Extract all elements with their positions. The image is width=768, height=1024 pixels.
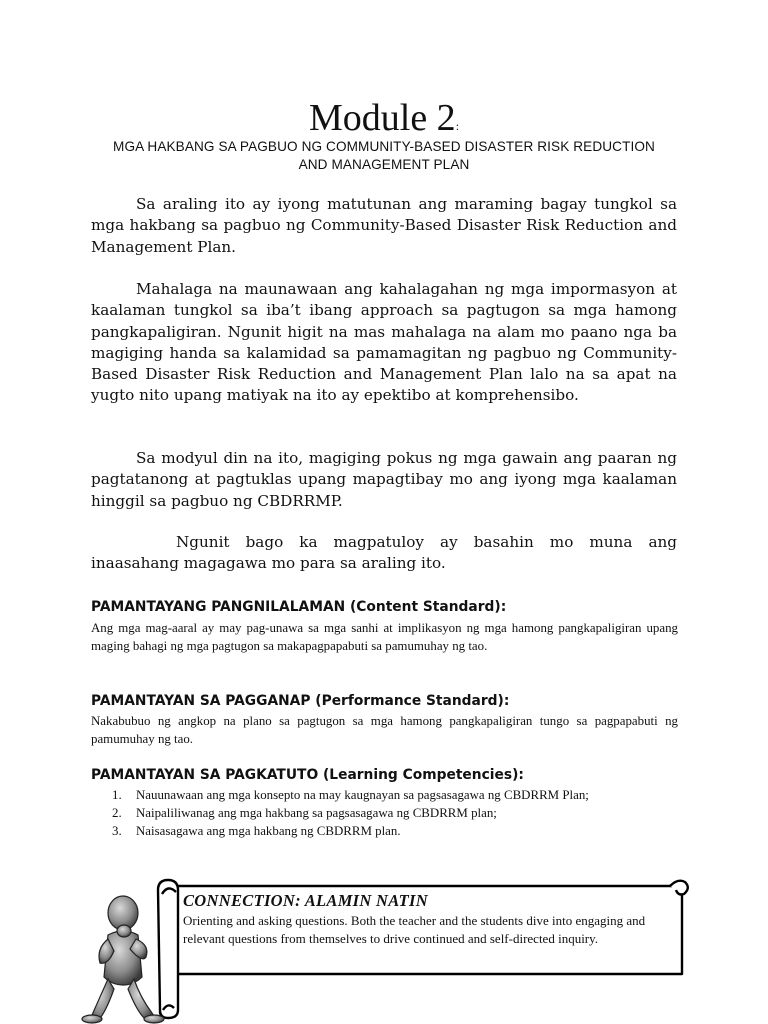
- connection-title: CONNECTION: ALAMIN NATIN: [183, 891, 428, 910]
- module-title: Module 2:: [308, 97, 460, 139]
- intro-paragraph-2: Mahalaga na maunawaan ang kahalagahan ng mga impormasyon at kaalaman tungkol sa iba’t ibang approach sa pagtugon sa mga hamong pangkapaligiran. Ngunit higit na mas mahalaga na alam mo paano nga ba magiging handa sa kalamidad sa pamamagitan ng pagbuo ng Community-Based Disaster Risk Reduction and Management Plan lalo na sa apat na yugto nito upang matiyak na ito ay epektibo at komprehensibo.: [91, 280, 677, 405]
- list-item: 1. Nauunawaan ang mga konsepto na may kaugnayan sa pagsasagawa ng CBDRRM Plan;: [112, 788, 589, 802]
- list-item: 3. Naisasagawa ang mga hakbang ng CBDRRM plan.: [112, 824, 401, 839]
- learning-competencies-list: [112, 786, 589, 841]
- connection-text: Orienting and asking questions. Both the teacher and the students dive into engaging and relevant questions from themselves to drive continued and self-directed inquiry.: [183, 913, 646, 946]
- intro-paragraph-1: Sa araling ito ay iyong matutunan ang maraming bagay tungkol sa mga hakbang sa pagbuo ng Community-Based Disaster Risk Reduction and Management Plan.: [91, 195, 677, 256]
- module-subtitle-line-2: AND MANAGEMENT PLAN: [298, 157, 470, 172]
- content-standard-heading: PAMANTAYANG PANGNILALAMAN (Content Standard):: [91, 599, 507, 615]
- list-item: 2. Naipaliliwanag ang mga hakbang sa pagsasagawa ng CBDRRM plan;: [112, 806, 497, 821]
- intro-paragraph-3: Sa modyul din na ito, magiging pokus ng mga gawain ang paaran ng pagtatanong at pagtuklas upang mapagtibay mo ang iyong mga kaalaman hinggil sa pagbuo ng CBDRRMP.: [91, 449, 677, 510]
- intro-paragraph-4: Ngunit bago ka magpatuloy ay basahin mo muna ang inaasahang magagawa mo para sa araling ito.: [91, 533, 677, 573]
- module-title-suffix: :: [455, 119, 460, 133]
- module-subtitle-line-1: MGA HAKBANG SA PAGBUO NG COMMUNITY-BASED DISASTER RISK REDUCTION: [113, 139, 655, 154]
- thinking-figure-icon: [78, 893, 168, 1024]
- module-subtitle: [90, 138, 678, 174]
- learning-competencies-heading: PAMANTAYAN SA PAGKATUTO (Learning Competencies):: [91, 767, 524, 783]
- performance-standard-heading: PAMANTAYAN SA PAGGANAP (Performance Standard):: [91, 693, 510, 709]
- performance-standard-text: Nakabubuo ng angkop na plano sa pagtugon sa mga hamong pangkapaligiran tungo sa pagpapabuti ng pamumuhay ng tao.: [91, 714, 678, 747]
- content-standard-text: Ang mga mag-aaral ay may pag-unawa sa mga sanhi at implikasyon ng mga hamong pangkapaligiran upang maging bahagi ng mga pagtugon sa makapagpapabuti sa pamumuhay ng tao.: [91, 621, 678, 654]
